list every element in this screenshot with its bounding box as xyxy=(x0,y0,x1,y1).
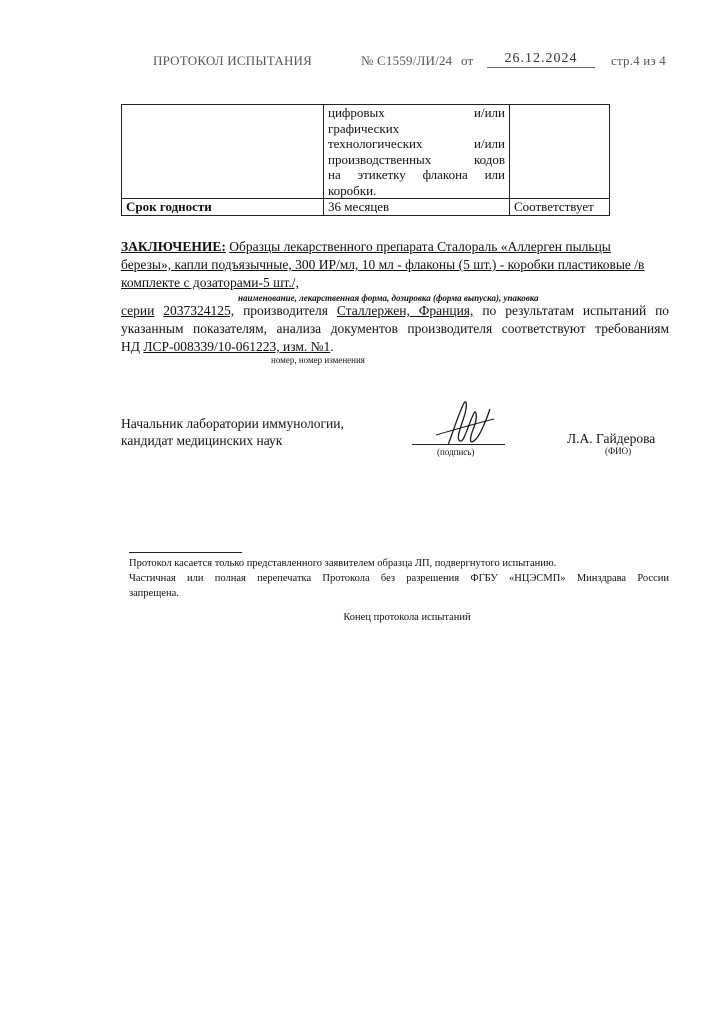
shelf-life-result: Соответствует xyxy=(510,199,610,216)
shelf-life-label: Срок годности xyxy=(122,199,324,216)
end-text: Конец протокола испытаний xyxy=(343,612,471,623)
cont-line: цифровых и/или xyxy=(328,105,505,120)
manufacturer: Сталлержен, Франция, xyxy=(336,303,474,318)
cont-line: графических xyxy=(328,120,400,136)
conclusion-line-3: комплекте с дозаторами-5 шт./, xyxy=(121,275,299,290)
series-number: 2037324125, xyxy=(163,303,235,318)
conclusion-line-2: березы», капли подъязычные, 300 ИР/мл, 10 мл - флаконы (5 шт.) - коробки пластиковые /в xyxy=(121,257,645,272)
signature-line xyxy=(412,444,505,445)
cont-line: на этикетку флакона или xyxy=(328,167,505,182)
cont-line: коробки. xyxy=(328,182,377,198)
fio-caption: (ФИО) xyxy=(605,446,632,456)
footnote-2b: запрещена. xyxy=(129,588,179,599)
nd-label: НД xyxy=(121,339,140,354)
footnotes xyxy=(129,556,669,601)
table-row xyxy=(122,105,610,199)
shelf-life-value: 36 месяцев xyxy=(324,199,510,216)
footnote-rule xyxy=(129,552,242,553)
conclusion xyxy=(121,238,645,292)
conclusion-text: Образцы лекарственного препарата Сталораль «Аллерген пыльцы xyxy=(229,239,611,254)
protocol-number: № С1559/ЛИ/24 xyxy=(361,53,453,68)
protocol-date: 26.12.2024 xyxy=(487,51,595,68)
series-label: серии xyxy=(121,303,155,318)
protocol-title: ПРОТОКОЛ ИСПЫТАНИЯ xyxy=(153,53,312,68)
table-cell-empty xyxy=(510,105,610,199)
manufacturer-label: производителя xyxy=(243,303,328,318)
nd-end: . xyxy=(330,339,334,354)
nd-caption: номер, номер изменения xyxy=(271,355,365,365)
handwritten-signature xyxy=(430,395,500,455)
conclusion-line-1 xyxy=(121,238,610,256)
conclusion-label: ЗАКЛЮЧЕНИЕ: xyxy=(121,239,226,254)
signature-caption: (подпись) xyxy=(437,447,475,457)
footnote-1: Протокол касается только представленного заявителем образца ЛП, подвергнутого испытанию. xyxy=(129,558,557,569)
page-number: стр.4 из 4 xyxy=(611,53,666,68)
table-cell-empty xyxy=(122,105,324,199)
requirements-line: указанным показателям, анализа документов производителя соответствуют требованиям xyxy=(121,321,669,336)
signatory-name: Л.А. Гайдерова xyxy=(567,431,656,446)
signatory-position xyxy=(121,415,344,449)
table-row xyxy=(122,199,610,216)
nd-line xyxy=(121,338,669,356)
end-of-protocol xyxy=(0,612,724,623)
nd-value: ЛСР-008339/10-061223, изм. №1 xyxy=(143,339,331,354)
results-table xyxy=(121,104,610,216)
table-cell-continuation xyxy=(324,105,510,199)
date-prefix: от xyxy=(461,53,474,68)
footnote-2a: Частичная или полная перепечатка Протокола без разрешения ФГБУ «НЦЭСМП» Минздрава России xyxy=(129,573,669,584)
series-rest: по результатам испытаний по xyxy=(482,303,670,318)
series-line xyxy=(121,302,669,320)
position-line-2: кандидат медицинских наук xyxy=(121,433,283,448)
product-caption: наименование, лекарственная форма, дозировка (форма выпуска), упаковка xyxy=(238,293,539,303)
position-line-1: Начальник лаборатории иммунологии, xyxy=(121,416,344,431)
series-paragraph xyxy=(121,302,669,356)
cont-line: технологических и/или xyxy=(328,136,505,151)
page-header xyxy=(153,53,673,73)
cont-line: производственных кодов xyxy=(328,151,505,167)
